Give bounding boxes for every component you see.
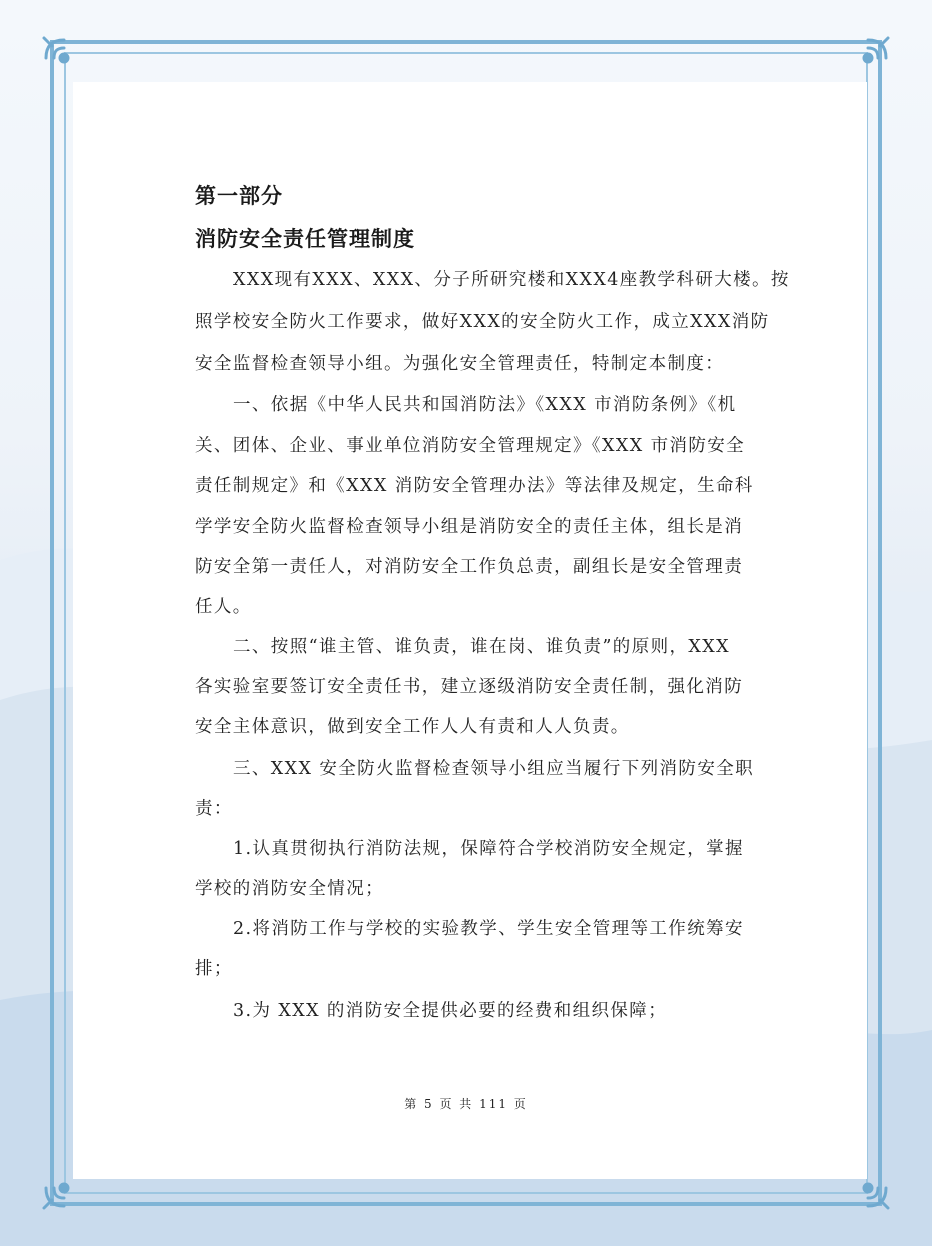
paragraph-line: 关、团体、企业、事业单位消防安全管理规定》《XXX 市消防安全 <box>195 436 746 456</box>
paragraph-line: 三、XXX 安全防火监督检查领导小组应当履行下列消防安全职 <box>233 759 755 779</box>
paragraph-line: 责任制规定》和《XXX 消防安全管理办法》等法律及规定，生命科 <box>195 476 754 496</box>
list-item: 2.将消防工作与学校的实验教学、学生安全管理等工作统筹安 <box>233 919 744 939</box>
paragraph-line: XXX现有XXX、XXX、分子所研究楼和XXX4座教学科研大楼。按 <box>233 270 790 290</box>
paragraph-line: 防安全第一责任人，对消防安全工作负总责，副组长是安全管理责 <box>195 557 744 577</box>
paragraph-line: 安全主体意识，做到安全工作人人有责和人人负责。 <box>195 717 630 737</box>
ornamental-corner-icon <box>844 34 892 82</box>
document-title: 消防安全责任管理制度 <box>195 227 415 251</box>
ornamental-corner-icon <box>40 1164 88 1212</box>
section-heading: 第一部分 <box>195 184 283 208</box>
paragraph-line: 责： <box>195 799 233 819</box>
list-item-continuation: 学校的消防安全情况； <box>195 879 384 899</box>
list-item-continuation: 排； <box>195 959 233 979</box>
paragraph-line: 二、按照“谁主管、谁负责，谁在岗、谁负责”的原则，XXX <box>233 637 730 657</box>
paragraph-line: 照学校安全防火工作要求，做好XXX的安全防火工作，成立XXX消防 <box>195 312 770 332</box>
paragraph-line: 学学安全防火监督检查领导小组是消防安全的责任主体，组长是消 <box>195 517 744 537</box>
paragraph-line: 各实验室要签订安全责任书，建立逐级消防安全责任制，强化消防 <box>195 677 744 697</box>
paragraph-line: 一、依据《中华人民共和国消防法》《XXX 市消防条例》《机 <box>233 395 737 415</box>
ornamental-corner-icon <box>40 34 88 82</box>
paragraph-line: 任人。 <box>195 597 252 617</box>
paragraph-line: 安全监督检查领导小组。为强化安全管理责任，特制定本制度： <box>195 354 725 374</box>
list-item: 1.认真贯彻执行消防法规，保障符合学校消防安全规定，掌握 <box>233 839 744 859</box>
page-number-footer: 第 5 页 共 111 页 <box>404 1097 528 1111</box>
ornamental-corner-icon <box>844 1164 892 1212</box>
list-item: 3.为 XXX 的消防安全提供必要的经费和组织保障； <box>233 1001 668 1021</box>
